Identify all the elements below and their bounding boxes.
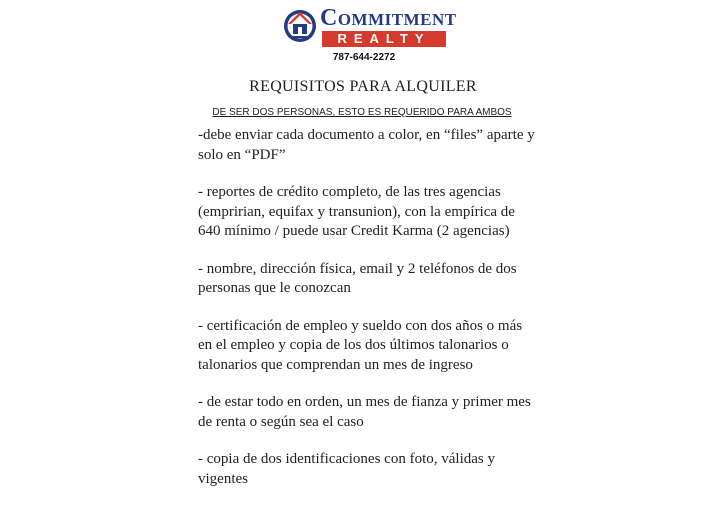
requirement-item: - reportes de crédito completo, de las tres agencias (empririan, equifax y transunion), con la empírica de 640 mínimo / puede usar Credit Karma (2 agencias)	[198, 184, 515, 239]
logo-name-top: Commitment	[320, 5, 457, 31]
requirement-item: - certificación de empleo y sueldo con dos años o más en el empleo y copia de los dos últimos talonarios o talonarios que comprendan un mes de ingreso	[198, 317, 523, 373]
requirement-item: - copia de dos identificaciones con foto, válidas y vigentes	[198, 451, 495, 487]
requirements-list	[198, 126, 538, 507]
page-subtitle: DE SER DOS PERSONAS, ESTO ES REQUERIDO PARA AMBOS	[212, 107, 512, 118]
requirement-item: - nombre, dirección física, email y 2 teléfonos de dos personas que le conozcan	[198, 260, 517, 296]
phone-number: 787-644-2272	[332, 52, 396, 63]
requirement-item: -debe enviar cada documento a color, en “files” aparte y solo en “PDF”	[198, 127, 535, 163]
house-logo-icon	[282, 6, 318, 44]
page-title: REQUISITOS PARA ALQUILER	[249, 78, 477, 95]
logo-name-bottom: REALTY	[322, 31, 446, 47]
requirement-item: - de estar todo en orden, un mes de fianza y primer mes de renta o según sea el caso	[198, 394, 531, 430]
